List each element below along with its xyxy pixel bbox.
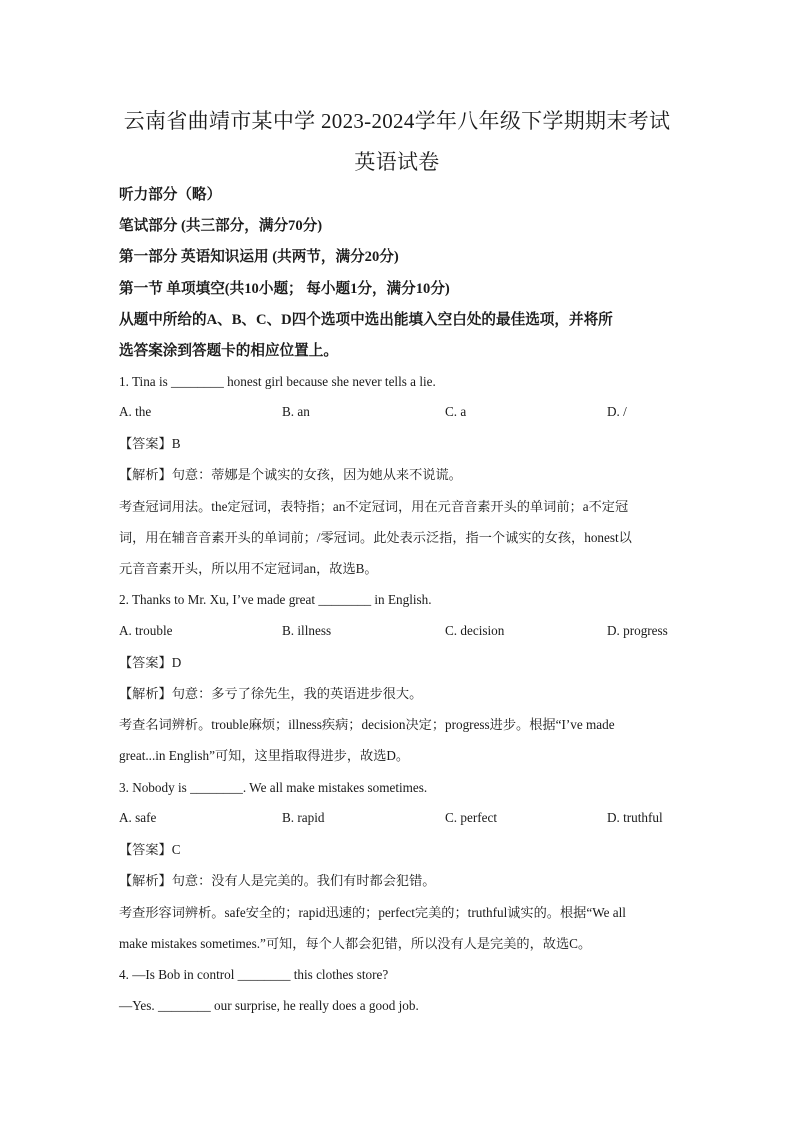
question-1-analysis-line: 【解析】句意：蒂娜是个诚实的女孩，因为她从来不说谎。 — [119, 467, 462, 482]
exam-subtitle: 英语试卷 — [354, 150, 440, 174]
question-2-analysis-line: great...in English”可知，这里指取得进步，故选D。 — [119, 748, 410, 763]
question-3-option-d: D. truthful — [607, 810, 663, 825]
question-2-analysis-line: 【解析】句意：多亏了徐先生，我的英语进步很大。 — [119, 686, 423, 701]
question-2-option-c: C. decision — [445, 623, 505, 638]
section-one-heading: 第一节 单项填空(共10小题； 每小题1分，满分10分) — [119, 281, 450, 297]
question-1-analysis-line: 词，用在辅音音素开头的单词前；/零冠词。此处表示泛指，指一个诚实的女孩，honest以 — [119, 530, 632, 545]
question-1-option-a: A. the — [119, 404, 152, 419]
question-2-option-a: A. trouble — [119, 623, 173, 638]
question-1-option-b: B. an — [282, 404, 310, 419]
question-2-option-b: B. illness — [282, 623, 332, 638]
question-2-answer: 【答案】D — [119, 655, 182, 670]
question-1-option-d: D. / — [607, 404, 627, 419]
question-1-analysis-line: 考查冠词用法。the定冠词，表特指；an不定冠词，用在元音音素开头的单词前；a不定冠 — [119, 499, 629, 514]
question-4-stem: 4. —Is Bob in control ________ this clothes store? — [119, 967, 389, 982]
question-3-analysis-line: 【解析】句意：没有人是完美的。我们有时都会犯错。 — [119, 873, 436, 888]
question-3-answer: 【答案】C — [119, 842, 181, 857]
listening-heading: 听力部分（略） — [119, 187, 222, 203]
question-2-analysis-line: 考查名词辨析。trouble麻烦；illness疾病；decision决定；progress进步。根据“I’ve made — [119, 717, 615, 732]
question-3-analysis-line: 考查形容词辨析。safe安全的；rapid迅速的；perfect完美的；truthful诚实的。根据“We all — [119, 905, 626, 920]
question-1-answer: 【答案】B — [119, 436, 181, 451]
question-3-stem: 3. Nobody is ________. We all make mistakes sometimes. — [119, 780, 428, 795]
exam-title: 云南省曲靖市某中学 2023-2024学年八年级下学期期末考试 — [123, 109, 671, 133]
part-one-heading: 第一部分 英语知识运用 (共两节，满分20分) — [119, 249, 399, 265]
question-3-option-a: A. safe — [119, 810, 157, 825]
question-4-stem-reply: —Yes. ________ our surprise, he really does a good job. — [119, 998, 419, 1013]
question-3-option-b: B. rapid — [282, 810, 325, 825]
question-3-analysis-line: make mistakes sometimes.”可知，每个人都会犯错，所以没有人是完美的，故选C。 — [119, 936, 592, 951]
question-2-stem: 2. Thanks to Mr. Xu, I’ve made great ________ in English. — [119, 592, 432, 607]
question-2-option-d: D. progress — [607, 623, 668, 638]
written-heading: 笔试部分 (共三部分，满分70分) — [119, 218, 323, 234]
instructions-line-1: 从题中所给的A、B、C、D四个选项中选出能填入空白处的最佳选项，并将所 — [119, 312, 613, 328]
question-1-option-c: C. a — [445, 404, 467, 419]
instructions-line-2: 选答案涂到答题卡的相应位置上。 — [119, 343, 338, 359]
question-1-analysis-line: 元音音素开头，所以用不定冠词an，故选B。 — [119, 561, 378, 576]
question-3-option-c: C. perfect — [445, 810, 497, 825]
question-1-stem: 1. Tina is ________ honest girl because she never tells a lie. — [119, 374, 436, 389]
